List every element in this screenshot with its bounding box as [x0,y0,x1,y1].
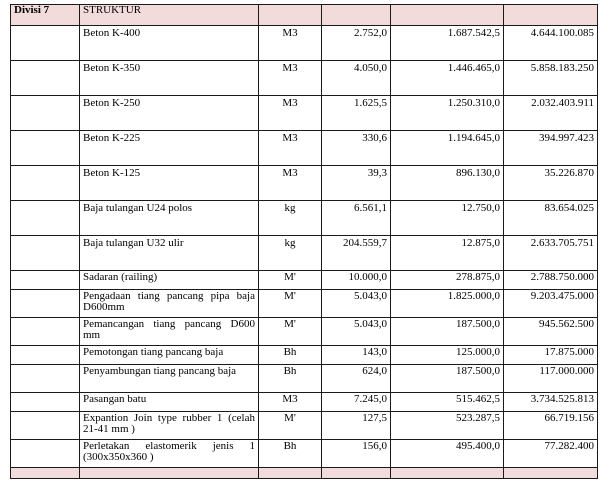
item-qty: 4.050,0 [322,61,391,96]
item-total: 2.633.705.751 [504,236,598,271]
item-name: Pemotongan tiang pancang baja [80,346,259,365]
division-title: STRUKTUR [80,5,259,26]
item-qty: 7.245,0 [322,393,391,412]
division-cell [11,236,80,271]
table-row [11,440,598,468]
item-qty: 39,3 [322,166,391,201]
header-empty-cell [391,5,504,26]
division-cell [11,26,80,61]
division-cell [11,201,80,236]
item-unit: M' [259,271,322,290]
item-qty: 143,0 [322,346,391,365]
tail-cell [259,468,322,479]
item-total: 945.562.500 [504,318,598,346]
item-total: 3.734.525.813 [504,393,598,412]
item-name: Beton K-225 [80,131,259,166]
item-name: Baja tulangan U32 ulir [80,236,259,271]
table-row [11,201,598,236]
item-unit: M3 [259,131,322,166]
item-qty: 330,6 [322,131,391,166]
item-price: 1.687.542,5 [391,26,504,61]
item-unit: M3 [259,393,322,412]
table-row [11,166,598,201]
item-price: 187.500,0 [391,365,504,393]
item-qty: 624,0 [322,365,391,393]
tail-cell [11,468,80,479]
item-name: Pemancangan tiang pancang D600 mm [80,318,259,346]
item-name: Beton K-350 [80,61,259,96]
table-row [11,393,598,412]
division-cell [11,393,80,412]
item-total: 2.032.403.911 [504,96,598,131]
division-cell [11,96,80,131]
item-unit: M3 [259,166,322,201]
item-unit: Bh [259,365,322,393]
division-cell [11,290,80,318]
division-cell [11,365,80,393]
item-qty: 204.559,7 [322,236,391,271]
item-total: 83.654.025 [504,201,598,236]
item-unit: M' [259,290,322,318]
item-unit: Bh [259,346,322,365]
tail-cell [391,468,504,479]
item-qty: 5.043,0 [322,318,391,346]
table-row [11,26,598,61]
item-total: 5.858.183.250 [504,61,598,96]
item-total: 2.788.750.000 [504,271,598,290]
item-unit: M3 [259,96,322,131]
item-total: 77.282.400 [504,440,598,468]
division-cell [11,61,80,96]
item-price: 187.500,0 [391,318,504,346]
item-price: 1.250.310,0 [391,96,504,131]
item-price: 515.462,5 [391,393,504,412]
division-header-row [11,5,598,26]
item-unit: M' [259,412,322,440]
item-qty: 5.043,0 [322,290,391,318]
item-price: 495.400,0 [391,440,504,468]
table-row [11,131,598,166]
item-price: 12.875,0 [391,236,504,271]
item-name: Penyambungan tiang pancang baja [80,365,259,393]
item-price: 1.446.465,0 [391,61,504,96]
item-qty: 6.561,1 [322,201,391,236]
division-cell [11,440,80,468]
cost-table [10,4,598,479]
item-price: 896.130,0 [391,166,504,201]
item-price: 12.750,0 [391,201,504,236]
table-row [11,271,598,290]
item-price: 125.000,0 [391,346,504,365]
item-name: Baja tulangan U24 polos [80,201,259,236]
item-name: Beton K-250 [80,96,259,131]
item-name: Beton K-125 [80,166,259,201]
item-qty: 156,0 [322,440,391,468]
header-empty-cell [322,5,391,26]
division-cell [11,412,80,440]
item-name: Sadaran (railing) [80,271,259,290]
item-qty: 127,5 [322,412,391,440]
item-qty: 2.752,0 [322,26,391,61]
item-name: Pasangan batu [80,393,259,412]
item-unit: M3 [259,26,322,61]
table-row [11,318,598,346]
item-name: Pengadaan tiang pancang pipa baja D600mm [80,290,259,318]
table-row [11,346,598,365]
header-empty-cell [259,5,322,26]
tail-cell [80,468,259,479]
item-unit: Bh [259,440,322,468]
item-unit: M' [259,318,322,346]
division-cell [11,346,80,365]
tail-cell [322,468,391,479]
item-total: 4.644.100.085 [504,26,598,61]
division-cell [11,271,80,290]
item-name: Perletakan elastomerik jenis 1 (300x350x360 ) [80,440,259,468]
division-code: Divisi 7 [11,5,80,26]
item-total: 117.000.000 [504,365,598,393]
item-qty: 1.625,5 [322,96,391,131]
header-empty-cell [504,5,598,26]
item-price: 1.194.645,0 [391,131,504,166]
item-price: 1.825.000,0 [391,290,504,318]
table-row [11,96,598,131]
item-unit: kg [259,201,322,236]
table-row [11,290,598,318]
item-price: 278.875,0 [391,271,504,290]
division-cell [11,131,80,166]
item-qty: 10.000,0 [322,271,391,290]
item-price: 523.287,5 [391,412,504,440]
table-row [11,61,598,96]
item-total: 35.226.870 [504,166,598,201]
next-division-row-partial [11,468,598,479]
division-cell [11,166,80,201]
table-row [11,365,598,393]
item-total: 17.875.000 [504,346,598,365]
table-row [11,236,598,271]
tail-cell [504,468,598,479]
item-total: 394.997.423 [504,131,598,166]
item-unit: M3 [259,61,322,96]
division-cell [11,318,80,346]
item-name: Beton K-400 [80,26,259,61]
table-row [11,412,598,440]
item-total: 66.719.156 [504,412,598,440]
item-unit: kg [259,236,322,271]
item-total: 9.203.475.000 [504,290,598,318]
item-name: Expantion Join type rubber 1 (celah 21-41 mm ) [80,412,259,440]
